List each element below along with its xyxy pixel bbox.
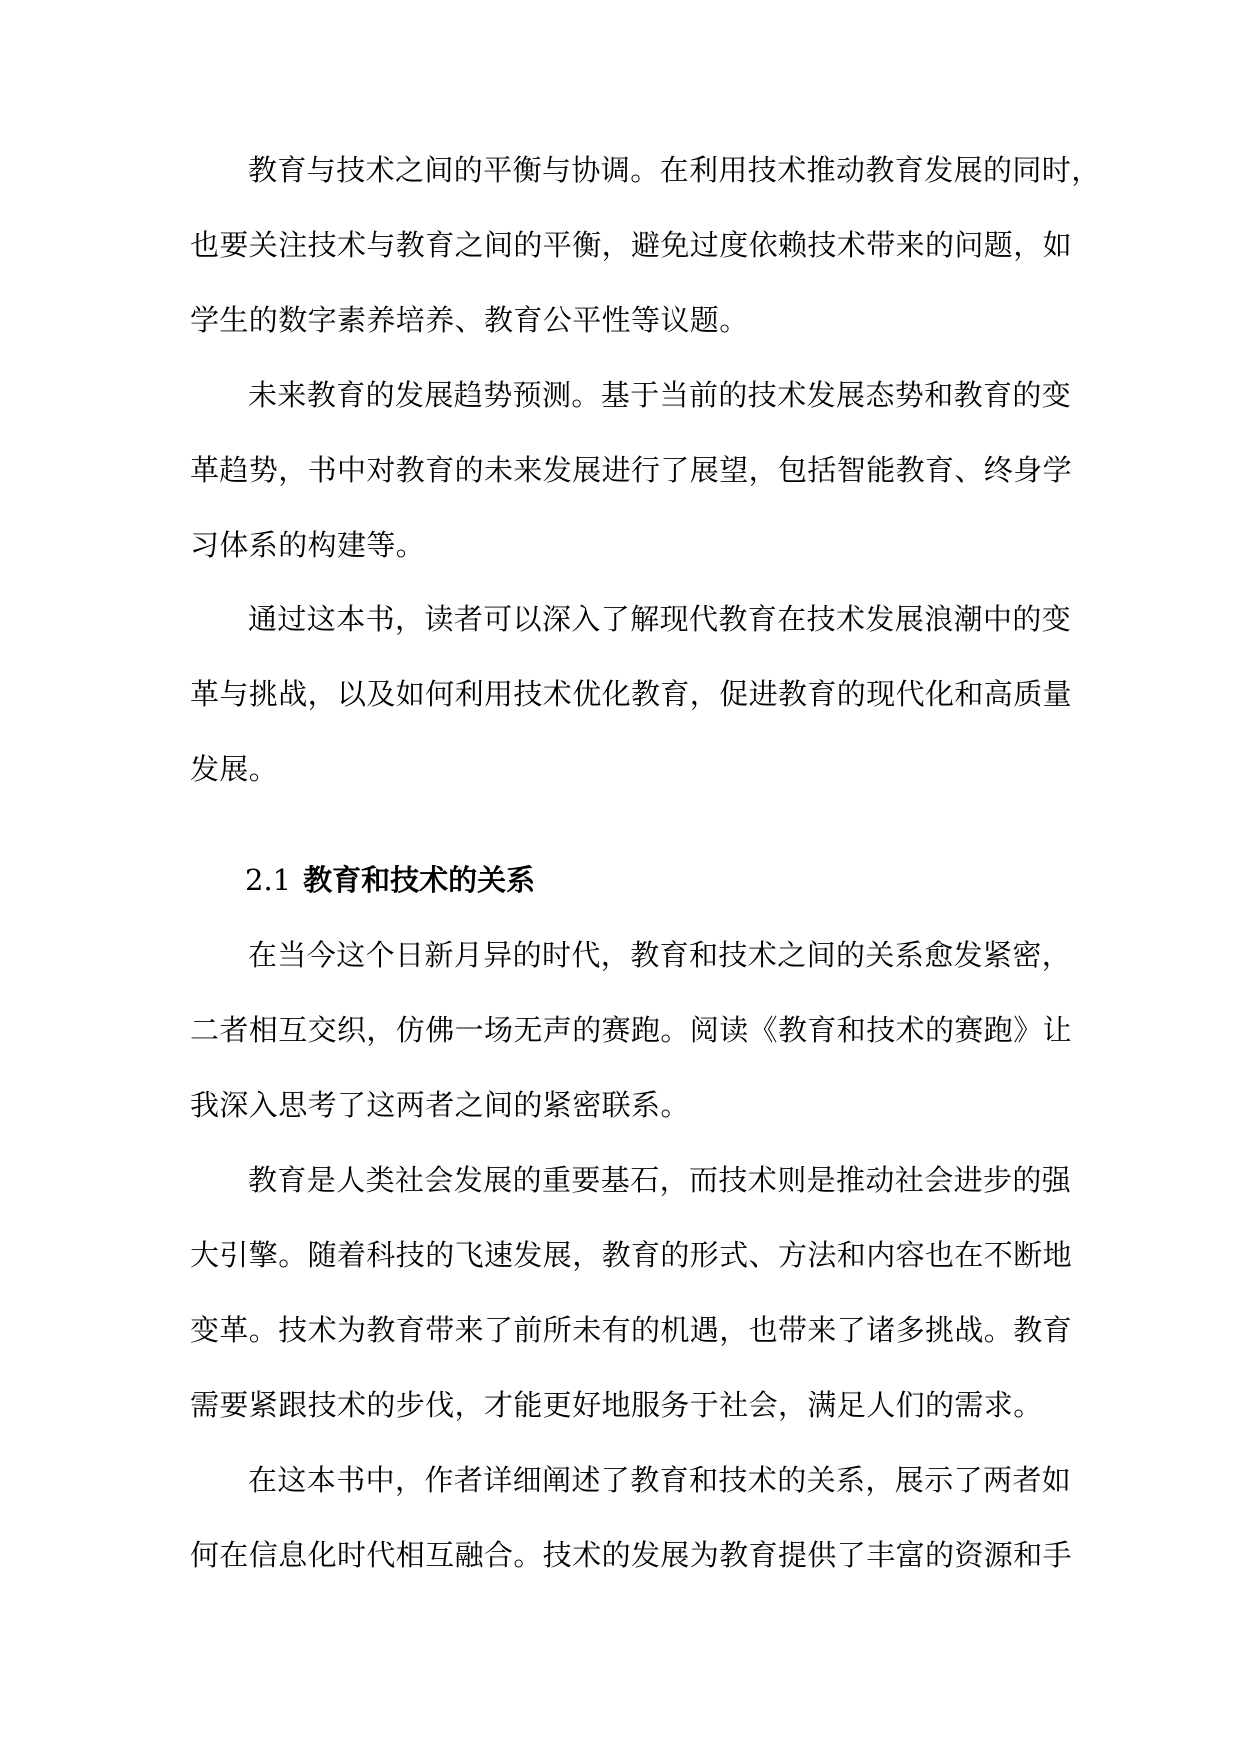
section-paragraph-2-line-2: 大引擎。随着科技的飞速发展，教育的形式、方法和内容也在不断地: [190, 1238, 1073, 1272]
section-paragraph-3-line-2: 何在信息化时代相互融合。技术的发展为教育提供了丰富的资源和手: [190, 1538, 1073, 1572]
paragraph-1-line-3: 学生的数字素养培养、教育公平性等议题。: [190, 303, 749, 337]
section-paragraph-2-line-1: 教育是人类社会发展的重要基石，而技术则是推动社会进步的强: [248, 1163, 1072, 1197]
paragraph-3-line-2: 革与挑战，以及如何利用技术优化教育，促进教育的现代化和高质量: [190, 677, 1073, 711]
section-paragraph-1-line-1: 在当今这个日新月异的时代，教育和技术之间的关系愈发紧密，: [248, 938, 1072, 972]
section-paragraph-3-line-1: 在这本书中，作者详细阐述了教育和技术的关系，展示了两者如: [248, 1463, 1072, 1497]
paragraph-1-line-2: 也要关注技术与教育之间的平衡，避免过度依赖技术带来的问题，如: [190, 228, 1073, 262]
section-heading: [245, 862, 535, 898]
section-paragraph-2-line-4: 需要紧跟技术的步伐，才能更好地服务于社会，满足人们的需求。: [190, 1388, 1043, 1422]
paragraph-2-line-2: 革趋势，书中对教育的未来发展进行了展望，包括智能教育、终身学: [190, 453, 1073, 487]
section-paragraph-1-line-2: 二者相互交织，仿佛一场无声的赛跑。阅读《教育和技术的赛跑》让: [190, 1013, 1073, 1047]
section-number: 2.1: [245, 863, 292, 897]
section-title: 教育和技术的关系: [303, 863, 536, 897]
section-paragraph-2-line-3: 变革。技术为教育带来了前所未有的机遇，也带来了诸多挑战。教育: [190, 1313, 1073, 1347]
paragraph-2-line-3: 习体系的构建等。: [190, 528, 426, 562]
paragraph-3-line-3: 发展。: [190, 752, 279, 786]
section-paragraph-1-line-3: 我深入思考了这两者之间的紧密联系。: [190, 1088, 690, 1122]
paragraph-3-line-1: 通过这本书，读者可以深入了解现代教育在技术发展浪潮中的变: [248, 602, 1072, 636]
paragraph-2-line-1: 未来教育的发展趋势预测。基于当前的技术发展态势和教育的变: [248, 378, 1072, 412]
paragraph-1-line-1: 教育与技术之间的平衡与协调。在利用技术推动教育发展的同时，: [248, 153, 1101, 187]
